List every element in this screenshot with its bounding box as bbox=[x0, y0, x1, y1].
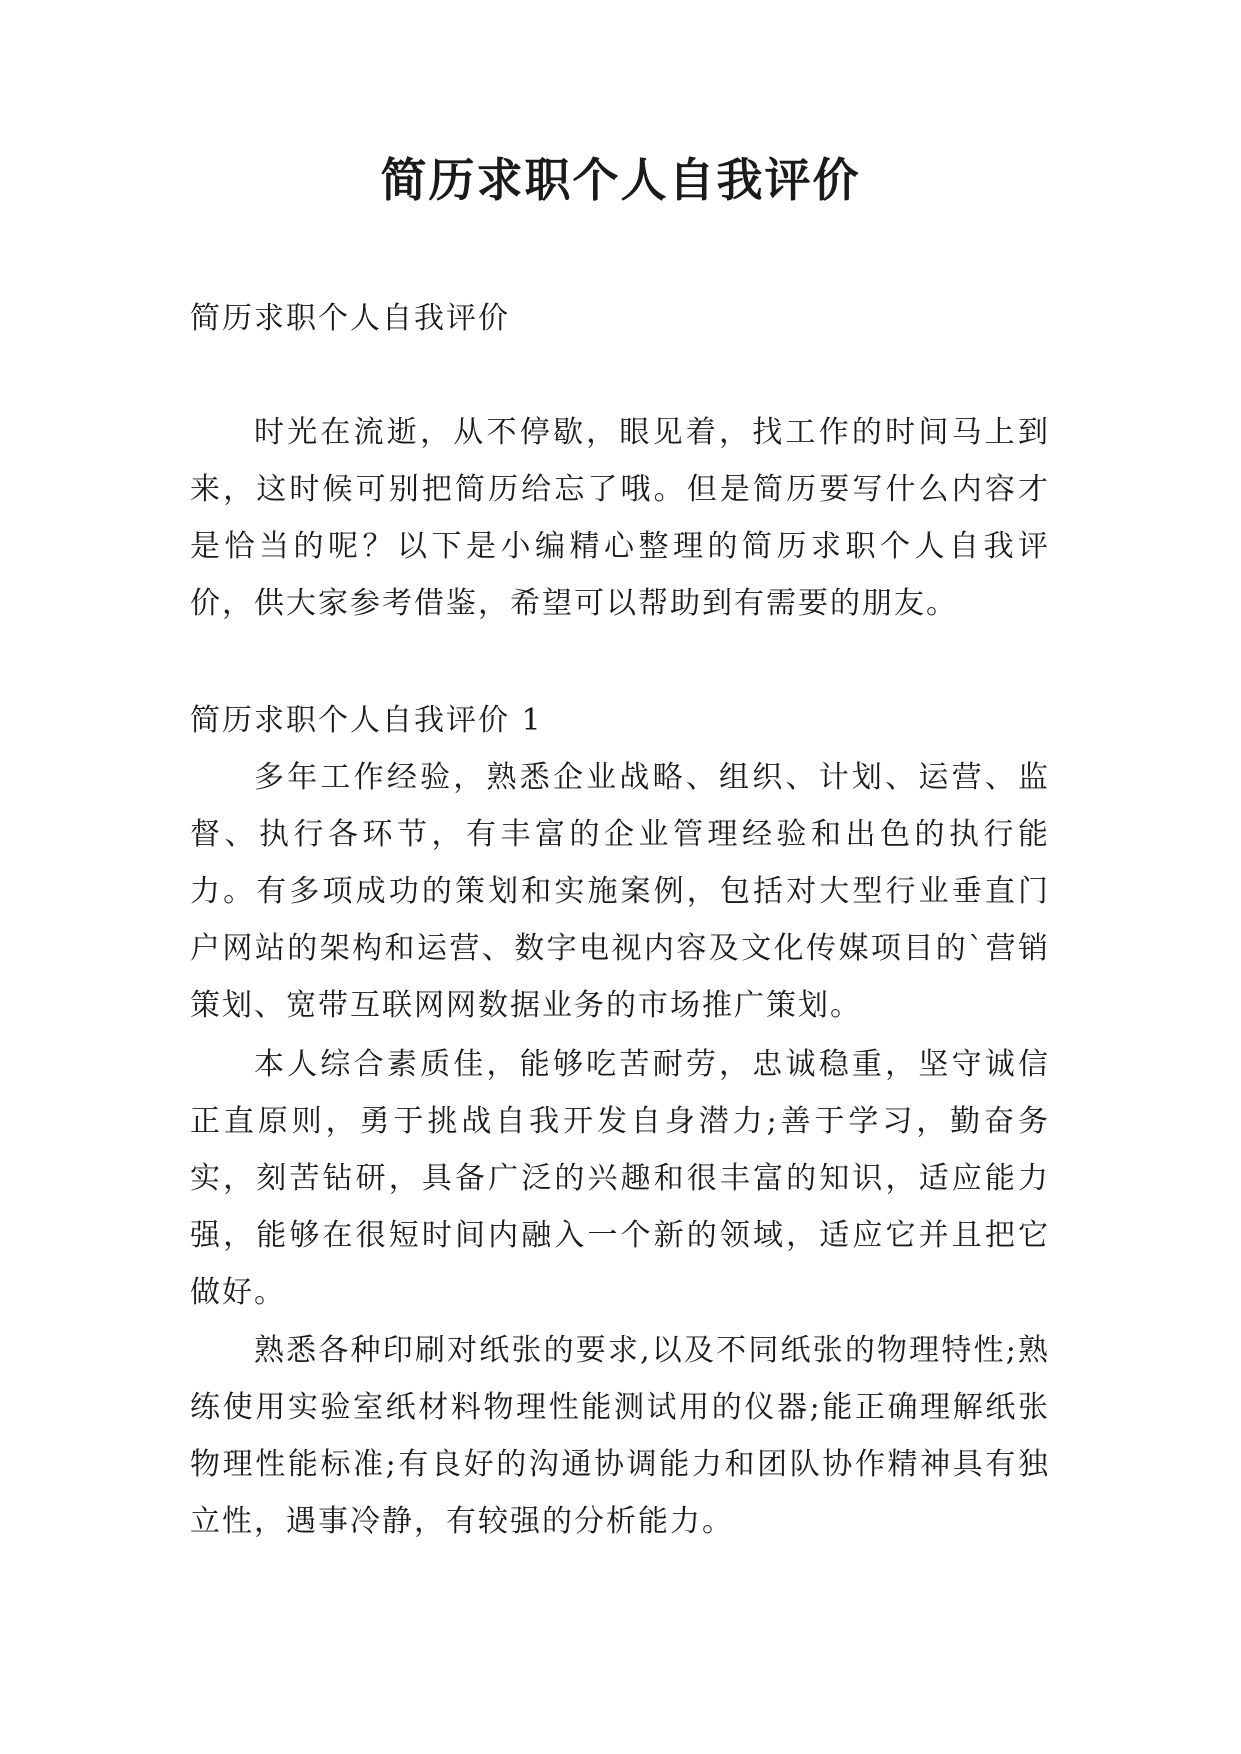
intro-paragraph: 时光在流逝，从不停歇，眼见着，找工作的时间马上到来，这时候可别把简历给忘了哦。但是简历要写什么内容才是恰当的呢？以下是小编精心整理的简历求职个人自我评价，供大家参考借鉴，希望可以帮助到有需要的朋友。 bbox=[190, 415, 1050, 621]
body-paragraph: 多年工作经验，熟悉企业战略、组织、计划、运营、监督、执行各环节，有丰富的企业管理经验和出色的执行能力。有多项成功的策划和实施案例，包括对大型行业垂直门户网站的架构和运营、数字电视内容及文化传媒项目的`营销策划、宽带互联网网数据业务的市场推广策划。 bbox=[190, 760, 1050, 1023]
document-subtitle: 简历求职个人自我评价 bbox=[190, 301, 510, 336]
body-paragraph: 本人综合素质佳，能够吃苦耐劳，忠诚稳重，坚守诚信正直原则，勇于挑战自我开发自身潜力;善于学习，勤奋务实，刻苦钻研，具备广泛的兴趣和很丰富的知识，适应能力强，能够在很短时间内融入一个新的领域，适应它并且把它做好。 bbox=[190, 1047, 1050, 1310]
document-title: 简历求职个人自我评价 bbox=[380, 153, 861, 207]
body-paragraph: 熟悉各种印刷对纸张的要求,以及不同纸张的物理特性;熟练使用实验室纸材料物理性能测试用的仪器;能正确理解纸张物理性能标准;有良好的沟通协调能力和团队协作精神具有独立性，遇事冷静，有较强的分析能力。 bbox=[190, 1333, 1050, 1539]
section-heading: 简历求职个人自我评价 1 bbox=[190, 703, 543, 738]
